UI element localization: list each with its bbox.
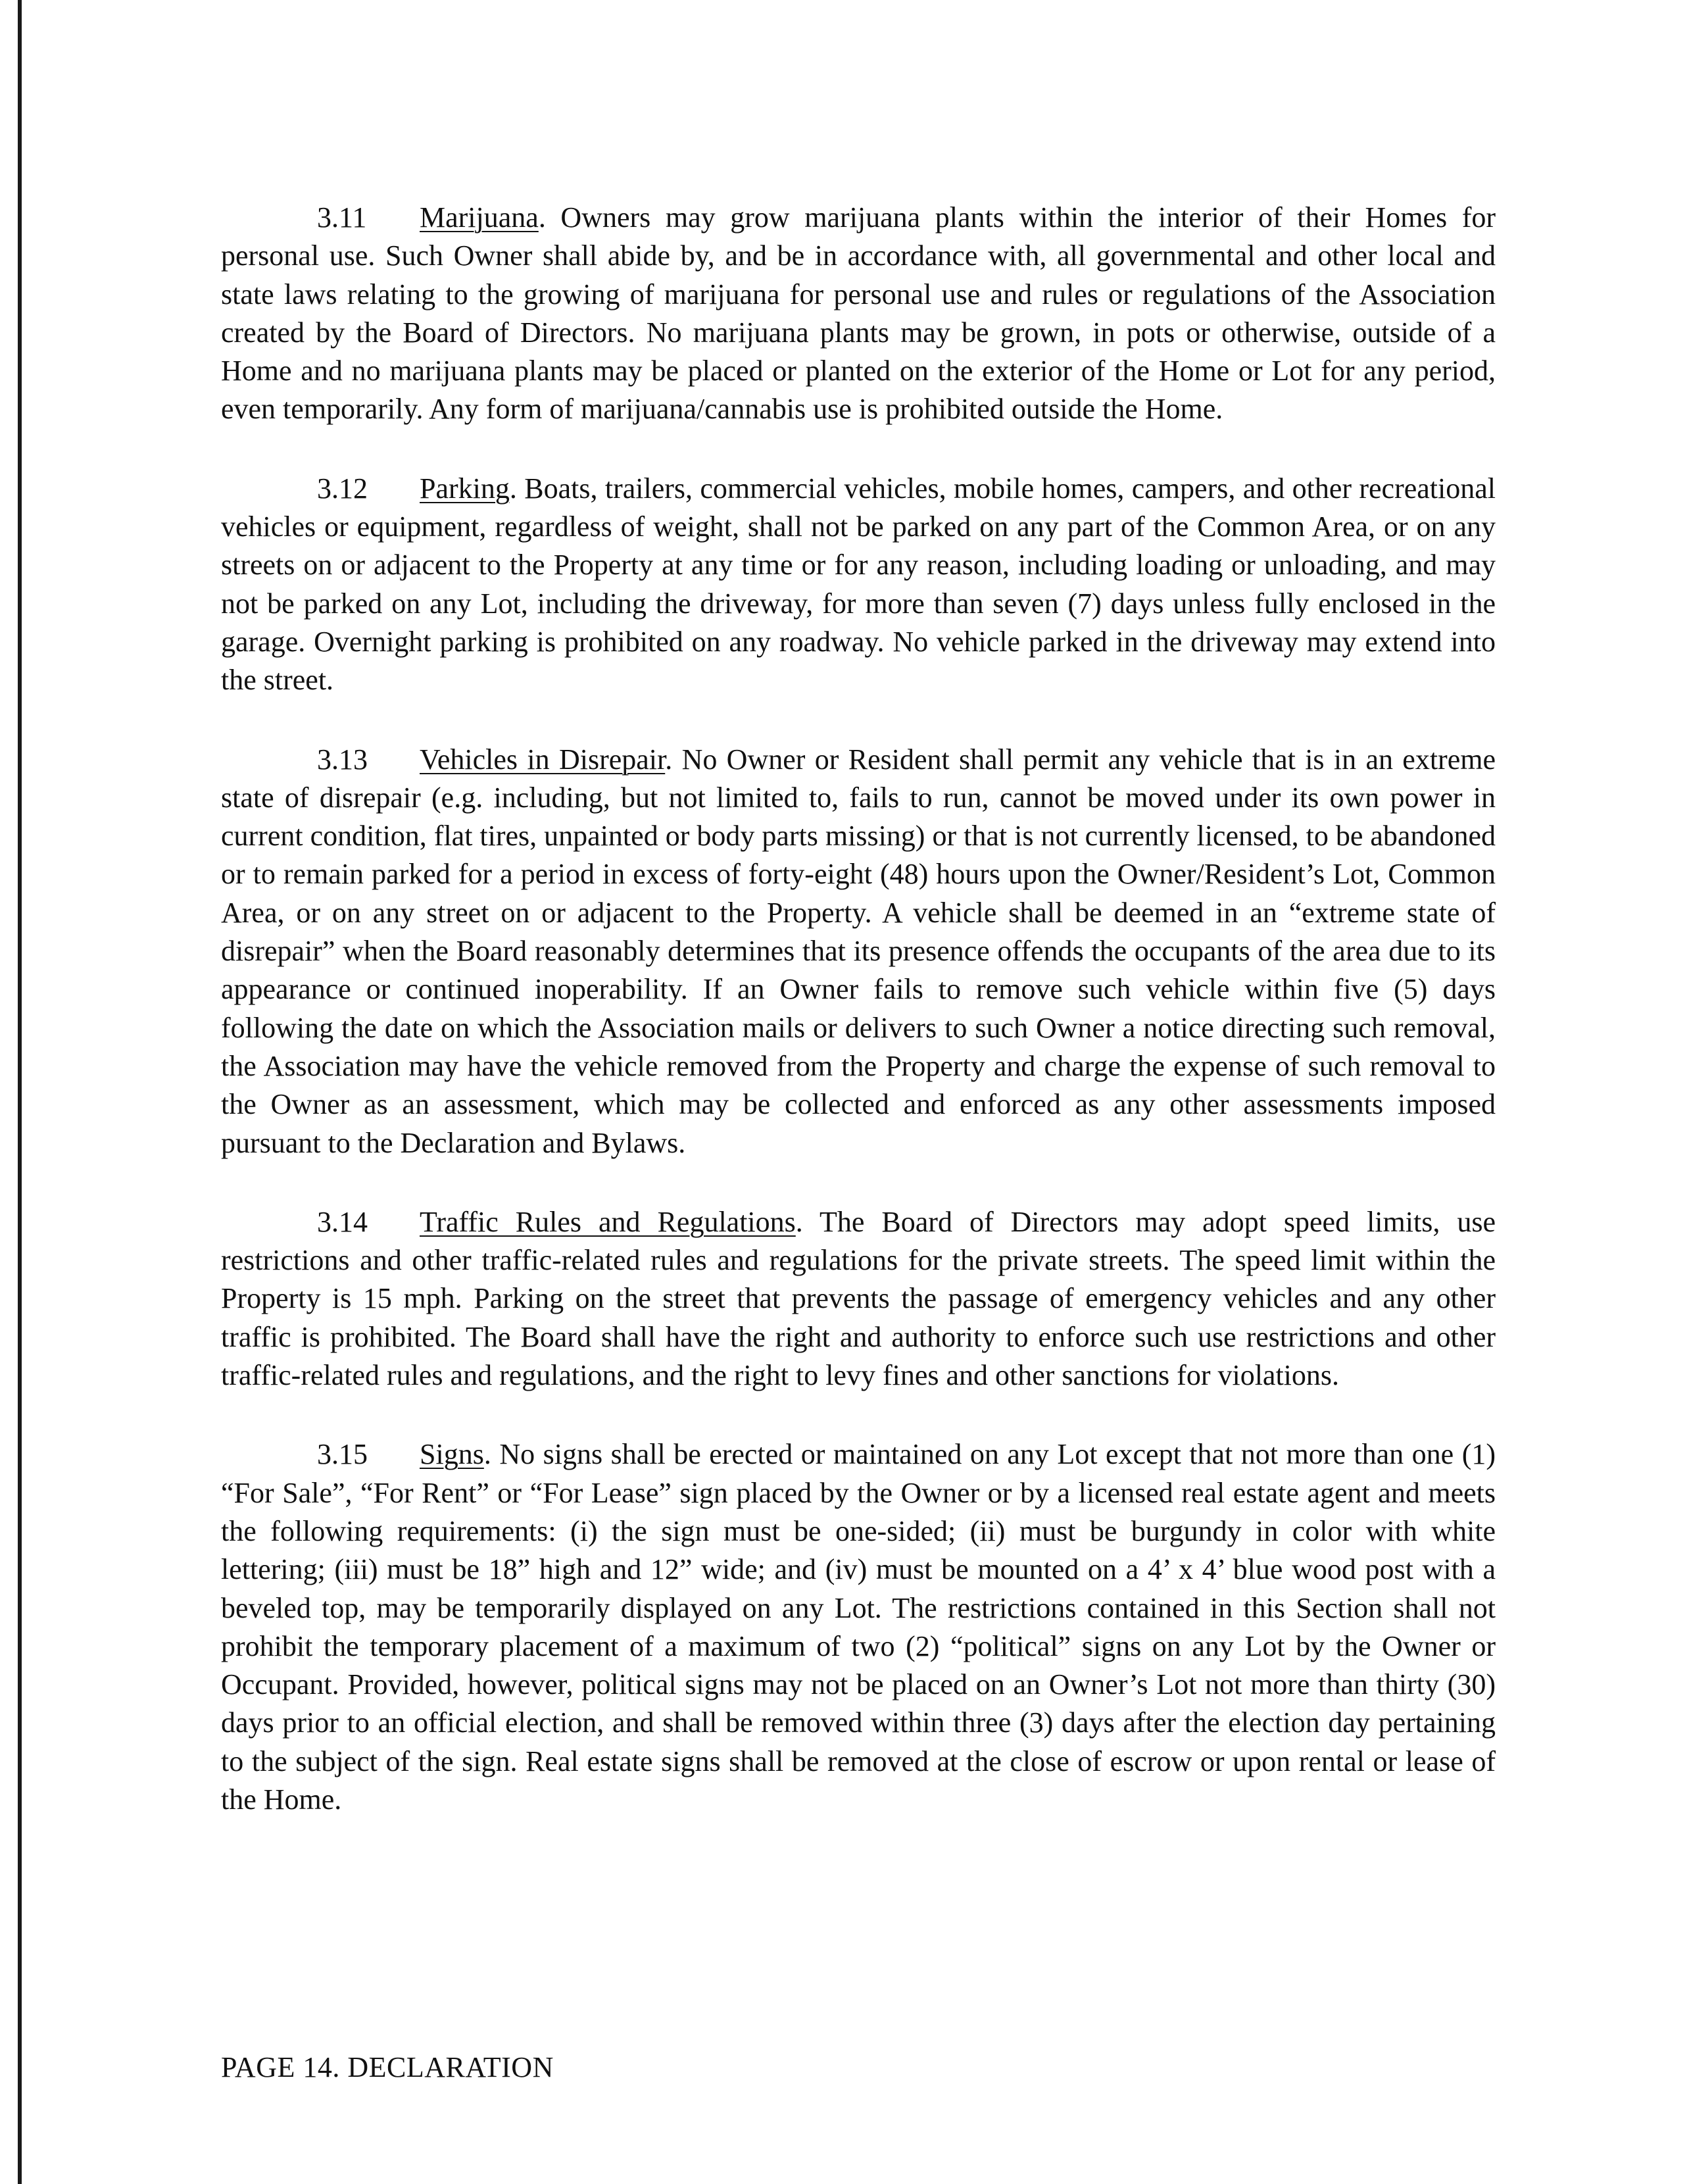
section-heading: Parking bbox=[420, 472, 510, 505]
section-number: 3.14 bbox=[317, 1205, 368, 1238]
section-3-14: 3.14 Traffic Rules and Regulations. The Board of Directors may adopt speed limits, use restrictions and other traffic-related rules and regulations for the private streets. The speed limit within the Property is 15 mph. Parking on the street that prevents the passage of emergency vehicles and any other traffic is prohibited. The Board shall have the right and authority to enforce such use restrictions and other traffic-related rules and regulations, and the right to levy fines and other sanctions for violations. bbox=[221, 1203, 1496, 1395]
section-body: Owners may grow marijuana plants within the interior of their Homes for personal use. Such Owner shall abide by, and be in accordance with, all governmental and other local and state laws relating to the growing of marijuana for personal use and rules or regulations of the Association created by the Board of Directors. No marijuana plants may be grown, in pots or otherwise, outside of a Home and no marijuana plants may be placed or planted on the exterior of the Home or Lot for any period, even temporarily. Any form of marijuana/cannabis use is prohibited outside the Home. bbox=[221, 201, 1496, 426]
section-number: 3.11 bbox=[317, 201, 367, 234]
section-heading: Traffic Rules and Regulations bbox=[420, 1205, 796, 1238]
section-3-15: 3.15 Signs. No signs shall be erected or maintained on any Lot except that not more than one (1) “For Sale”, “For Rent” or “For Lease” sign placed by the Owner or by a licensed real estate agent and meets the following requirements: (i) the sign must be one-sided; (ii) must be burgundy in color with white lettering; (iii) must be 18” high and 12” wide; and (iv) must be mounted on a 4’ x 4’ blue wood post with a beveled top, may be temporarily displayed on any Lot. The restrictions contained in this Section shall not prohibit the temporary placement of a maximum of two (2) “political” signs on any Lot by the Owner or Occupant. Provided, however, political signs may not be placed on an Owner’s Lot not more than thirty (30) days prior to an official election, and shall be removed within three (3) days after the election day pertaining to the subject of the sign. Real estate signs shall be removed at the close of escrow or upon rental or lease of the Home. bbox=[221, 1435, 1496, 1819]
document-body bbox=[221, 199, 1496, 1860]
section-body: No Owner or Resident shall permit any vehicle that is in an extreme state of disrepair (e.g. including, but not limited to, fails to run, cannot be moved under its own power in current condition, flat tires, unpainted or body parts missing) or that is not currently licensed, to be abandoned or to remain parked for a period in excess of forty-eight (48) hours upon the Owner/Resident’s Lot, Common Area, or on any street on or adjacent to the Property. A vehicle shall be deemed in an “extreme state of disrepair” when the Board reasonably determines that its presence offends the occupants of the area due to its appearance or continued inoperability. If an Owner fails to remove such vehicle within five (5) days following the date on which the Association mails or delivers to such Owner a notice directing such removal, the Association may have the vehicle removed from the Property and charge the expense of such removal to the Owner as an assessment, which may be collected and enforced as any other assessments imposed pursuant to the Declaration and Bylaws. bbox=[221, 743, 1496, 1159]
section-number: 3.12 bbox=[317, 472, 368, 505]
section-number: 3.13 bbox=[317, 743, 368, 776]
left-margin-rule bbox=[18, 0, 22, 2184]
section-heading: Vehicles in Disrepair bbox=[420, 743, 666, 776]
section-number: 3.15 bbox=[317, 1438, 368, 1471]
section-heading: Signs bbox=[420, 1438, 484, 1471]
section-heading: Marijuana bbox=[420, 201, 539, 234]
section-body: Boats, trailers, commercial vehicles, mobile homes, campers, and other recreational vehicles or equipment, regardless of weight, shall not be parked on any part of the Common Area, or on any streets on or adjacent to the Property at any time or for any reason, including loading or unloading, and may not be parked on any Lot, including the driveway, for more than seven (7) days unless fully enclosed in the garage. Overnight parking is prohibited on any roadway. No vehicle parked in the driveway may extend into the street. bbox=[221, 472, 1496, 697]
section-3-12: 3.12 Parking. Boats, trailers, commercial vehicles, mobile homes, campers, and other recreational vehicles or equipment, regardless of weight, shall not be parked on any part of the Common Area, or on any streets on or adjacent to the Property at any time or for any reason, including loading or unloading, and may not be parked on any Lot, including the driveway, for more than seven (7) days unless fully enclosed in the garage. Overnight parking is prohibited on any roadway. No vehicle parked in the driveway may extend into the street. bbox=[221, 470, 1496, 700]
section-body: No signs shall be erected or maintained on any Lot except that not more than one (1) “For Sale”, “For Rent” or “For Lease” sign placed by the Owner or by a licensed real estate agent and meets the following requirements: (i) the sign must be one-sided; (ii) must be burgundy in color with white lettering; (iii) must be 18” high and 12” wide; and (iv) must be mounted on a 4’ x 4’ blue wood post with a beveled top, may be temporarily displayed on any Lot. The restrictions contained in this Section shall not prohibit the temporary placement of a maximum of two (2) “political” signs on any Lot by the Owner or Occupant. Provided, however, political signs may not be placed on an Owner’s Lot not more than thirty (30) days prior to an official election, and shall be removed within three (3) days after the election day pertaining to the subject of the sign. Real estate signs shall be removed at the close of escrow or upon rental or lease of the Home. bbox=[221, 1438, 1496, 1816]
section-3-13: 3.13 Vehicles in Disrepair. No Owner or Resident shall permit any vehicle that is in an extreme state of disrepair (e.g. including, but not limited to, fails to run, cannot be moved under its own power in current condition, flat tires, unpainted or body parts missing) or that is not currently licensed, to be abandoned or to remain parked for a period in excess of forty-eight (48) hours upon the Owner/Resident’s Lot, Common Area, or on any street on or adjacent to the Property. A vehicle shall be deemed in an “extreme state of disrepair” when the Board reasonably determines that its presence offends the occupants of the area due to its appearance or continued inoperability. If an Owner fails to remove such vehicle within five (5) days following the date on which the Association mails or delivers to such Owner a notice directing such removal, the Association may have the vehicle removed from the Property and charge the expense of such removal to the Owner as an assessment, which may be collected and enforced as any other assessments imposed pursuant to the Declaration and Bylaws. bbox=[221, 741, 1496, 1162]
page-footer: PAGE 14. DECLARATION bbox=[221, 2051, 554, 2083]
section-3-11: 3.11 Marijuana. Owners may grow marijuana plants within the interior of their Homes for personal use. Such Owner shall abide by, and be in accordance with, all governmental and other local and state laws relating to the growing of marijuana for personal use and rules or regulations of the Association created by the Board of Directors. No marijuana plants may be grown, in pots or otherwise, outside of a Home and no marijuana plants may be placed or planted on the exterior of the Home or Lot for any period, even temporarily. Any form of marijuana/cannabis use is prohibited outside the Home. bbox=[221, 199, 1496, 429]
section-body: The Board of Directors may adopt speed limits, use restrictions and other traffic-related rules and regulations for the private streets. The speed limit within the Property is 15 mph. Parking on the street that prevents the passage of emergency vehicles and any other traffic is prohibited. The Board shall have the right and authority to enforce such use restrictions and other traffic-related rules and regulations, and the right to levy fines and other sanctions for violations. bbox=[221, 1205, 1496, 1392]
